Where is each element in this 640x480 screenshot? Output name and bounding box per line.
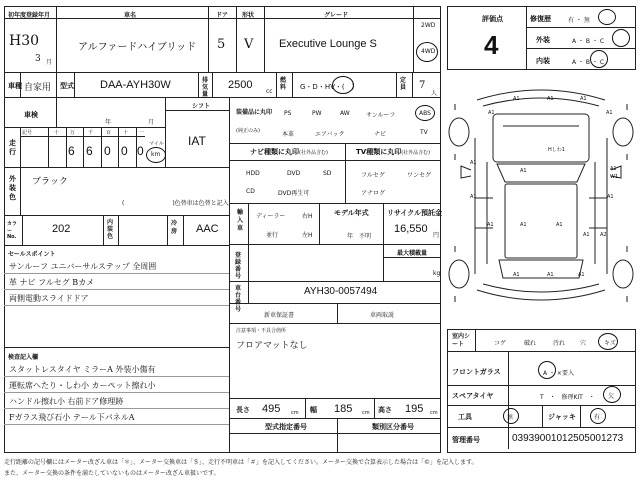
exterior-value: ブラック bbox=[32, 177, 68, 187]
seat-item: 穴 bbox=[580, 340, 587, 347]
spare-tire-value: T ・ 修理KIT ・ bbox=[540, 394, 595, 401]
seat-scratch-circle bbox=[598, 333, 618, 350]
model-label: 型式 bbox=[60, 82, 74, 90]
repair-label: 修復歴 bbox=[530, 15, 551, 23]
mileage-header: 一 bbox=[139, 130, 145, 136]
selling-points-label: セールスポイント bbox=[8, 251, 56, 258]
model-value: DAA-AYH30W bbox=[100, 79, 171, 91]
score-exterior-options: A ・ B ・ C bbox=[572, 38, 605, 45]
displacement-cc: cc bbox=[266, 88, 273, 95]
inspection-month-unit: 月 bbox=[148, 119, 155, 126]
capacity-unit: 人 bbox=[431, 90, 438, 97]
manual-label: 車両取説 bbox=[370, 312, 395, 319]
front-glass-a-circle bbox=[538, 361, 556, 379]
recycle-value: 16,550 bbox=[394, 223, 428, 235]
diagram-label: A1 bbox=[610, 166, 617, 172]
mileage-header: 百 bbox=[106, 130, 112, 136]
diagram-label: A1 bbox=[513, 272, 520, 278]
front-glass-value: A ・ ×要入 bbox=[543, 370, 574, 377]
mileage-digit: 0 bbox=[137, 144, 144, 158]
footer-line-1: 走行距離の記号欄にはメーター改ざん車は「＊」、メーター交換車は「＄」、走行不明車は「＃」を記入してください。メーター交換で合算表示した場合は「©」を記入します。 bbox=[4, 459, 478, 466]
diagram-label: A1 bbox=[520, 222, 527, 228]
max-load-unit: kg bbox=[433, 270, 441, 277]
fuel-options: G・D・HV・( ) bbox=[300, 83, 355, 91]
seat-item: 破れ bbox=[524, 340, 537, 347]
exterior-c-circle bbox=[612, 29, 630, 47]
max-load-label: 最大積載量 bbox=[397, 250, 428, 257]
equipment-abs-circle bbox=[415, 105, 435, 121]
displacement-label: 排気量 bbox=[202, 77, 209, 98]
inspector-notes-label: 検査記入欄 bbox=[8, 354, 39, 361]
shape-label: 形状 bbox=[242, 12, 255, 19]
class-label: 類別区分番号 bbox=[372, 423, 414, 431]
model-year-value: 年 不明 bbox=[347, 233, 372, 240]
equipment-item: ナビ bbox=[374, 131, 387, 138]
fuel-hv-circle bbox=[332, 76, 354, 94]
diagram-label: A1 bbox=[556, 222, 563, 228]
repair-options: 有 ・ 無 bbox=[568, 17, 590, 24]
management-label: 管理番号 bbox=[452, 436, 480, 444]
car-name: アルファードハイブリッド bbox=[78, 42, 197, 53]
selling-point-line: 革 ナビ フルセグ Bカメ bbox=[9, 278, 95, 287]
equipment-item: サンルーフ bbox=[366, 112, 396, 119]
chassis-value: AYH30-0057494 bbox=[304, 286, 378, 297]
new-warranty-label: 新車保証書 bbox=[264, 312, 295, 319]
height-label: 高さ bbox=[378, 406, 392, 414]
color-code-value: 202 bbox=[52, 223, 71, 235]
seat-item: 汚れ bbox=[553, 340, 566, 347]
import-parallel: 並行 bbox=[266, 232, 279, 239]
width-label: 幅 bbox=[310, 406, 317, 414]
front-glass-label: フロントガラス bbox=[452, 368, 501, 376]
tv-item: ワンセグ bbox=[407, 172, 432, 179]
import-label: 輸入車 bbox=[237, 209, 244, 232]
width-value: 185 bbox=[334, 403, 353, 415]
capacity-label: 定員 bbox=[400, 77, 407, 91]
diagram-label: A1 bbox=[487, 222, 494, 228]
import-dealer: ディーラー bbox=[256, 213, 286, 220]
score-value: 4 bbox=[484, 30, 499, 60]
ac-label: 冷房 bbox=[171, 220, 178, 235]
diagram-label: A2 bbox=[600, 232, 607, 238]
exterior-label: 外装色 bbox=[9, 175, 16, 201]
inspector-note-line: Fガラス飛び石小 テール下パネルA bbox=[9, 413, 135, 422]
mileage-header: 十 bbox=[123, 130, 129, 136]
tools-value: 無 bbox=[507, 414, 514, 421]
tv-sub-label: (社外品含む) bbox=[401, 150, 431, 156]
diagram-label: A1 bbox=[513, 96, 520, 102]
diagram-label: W1 bbox=[610, 174, 619, 180]
equipment-item: ABS bbox=[419, 110, 431, 117]
color-code-label: カラーNo. bbox=[7, 221, 18, 240]
equipment-item: PW bbox=[312, 110, 322, 117]
kind-label: 車種 bbox=[8, 82, 22, 90]
repair-none-circle bbox=[598, 9, 616, 25]
selling-point-line: 両側電動スライドドア bbox=[9, 294, 89, 303]
footer-line-2: また、メーター交換の条件を満たしていないものはメーター改ざん車扱いです。 bbox=[4, 470, 220, 477]
mileage-unit-mile: マイル bbox=[149, 141, 164, 147]
score-interior-label: 内装 bbox=[536, 57, 550, 65]
drive-4wd: 4WD bbox=[421, 48, 436, 55]
first-reg-label: 初年度登録年月 bbox=[8, 12, 51, 19]
grade-value: Executive Lounge S bbox=[279, 38, 377, 50]
length-unit: cm bbox=[291, 410, 299, 416]
inspector-note-line: ハンドル擦れ小 右前ドア修理跡 bbox=[9, 397, 124, 406]
diagram-label: A1 bbox=[488, 110, 495, 116]
mileage-label: 走行 bbox=[9, 139, 16, 156]
diagram-label: A1 bbox=[580, 96, 587, 102]
diagram-label: A1 bbox=[583, 232, 590, 238]
capacity-value: 7 bbox=[419, 80, 426, 91]
score-label: 評価点 bbox=[482, 15, 503, 23]
selling-point-line: サンルーフ ユニバーサルステップ 全周囲 bbox=[9, 262, 157, 271]
grade-label: グレード bbox=[324, 12, 349, 19]
recycle-unit: 円 bbox=[433, 232, 440, 239]
score-interior-options: A ・ B ・ C bbox=[572, 59, 605, 66]
chassis-label: 車台番号 bbox=[235, 285, 242, 313]
diagram-label: A1 bbox=[547, 96, 554, 102]
displacement-value: 2500 bbox=[228, 79, 253, 91]
mileage-digit: 0 bbox=[121, 144, 128, 158]
height-unit: cm bbox=[430, 410, 438, 416]
shape-value: V bbox=[244, 37, 254, 52]
spare-tire-label: スペアタイヤ bbox=[452, 392, 494, 400]
model-year-label: モデル年式 bbox=[334, 209, 369, 217]
reg-month: 3 bbox=[35, 54, 41, 64]
shift-value: IAT bbox=[188, 134, 206, 148]
equipment-item: AW bbox=[340, 110, 350, 117]
seat-item: コゲ bbox=[494, 340, 507, 347]
import-right: 右H bbox=[302, 213, 313, 220]
length-value: 495 bbox=[262, 403, 281, 415]
equipment-item: エアバック bbox=[315, 131, 345, 138]
inspection-label: 車検 bbox=[24, 111, 38, 119]
mileage-header: 万 bbox=[70, 130, 76, 136]
exterior-note: ( )色替車は色替と記入 bbox=[122, 200, 229, 207]
navi-label-wrap bbox=[250, 147, 328, 157]
kind-value: 自家用 bbox=[24, 83, 52, 93]
door-count: 5 bbox=[217, 37, 226, 52]
height-value: 195 bbox=[405, 403, 424, 415]
navi-label: ナビ種類に丸印 bbox=[250, 148, 299, 156]
equipment-item: PS bbox=[284, 110, 292, 117]
tv-item: フルセグ bbox=[361, 172, 385, 179]
equipment-sub-label: (純正のみ) bbox=[236, 128, 260, 134]
navi-sub-label: (社外品含む) bbox=[299, 150, 328, 156]
inspector-note-line: 運転席へたり・しわ小 カーペット擦れ小 bbox=[9, 381, 156, 390]
navi-item: SD bbox=[323, 170, 332, 177]
navi-item: CD bbox=[246, 188, 255, 195]
tv-label: TV種類に丸印 bbox=[356, 148, 402, 156]
navi-item: DVD bbox=[287, 170, 301, 177]
length-label: 長さ bbox=[236, 406, 250, 414]
mileage-header: 十 bbox=[54, 130, 60, 136]
diagram-label: A1 bbox=[470, 194, 477, 200]
tools-label: 工具 bbox=[458, 413, 472, 421]
equipment-item: 本革 bbox=[282, 131, 295, 138]
notes-label: 注意事項・不具合箇所 bbox=[236, 328, 287, 334]
tv-label-wrap bbox=[356, 147, 430, 157]
fuel-label: 燃料 bbox=[280, 77, 287, 91]
equipment-label: 装備品に丸印 bbox=[236, 109, 273, 116]
jack-value: 有 bbox=[594, 414, 601, 421]
seat-label: 室内シート bbox=[452, 333, 471, 348]
diagram-label: A1 bbox=[578, 272, 585, 278]
interior-color-label: 内装色 bbox=[107, 219, 114, 240]
navi-item: DVD再生可 bbox=[278, 190, 310, 197]
diagram-label: Hしわ1 bbox=[548, 147, 565, 153]
diagram-label: A1 bbox=[547, 272, 554, 278]
drive-2wd: 2WD bbox=[421, 22, 436, 29]
reg-no-label: 登録番号 bbox=[235, 252, 242, 280]
inspection-year-unit: 年 bbox=[105, 119, 112, 126]
reg-year: H30 bbox=[9, 33, 40, 49]
spare-tire-missing: 欠 bbox=[608, 393, 615, 400]
mileage-digit: 0 bbox=[104, 144, 111, 158]
management-value: 03939001012505001273 bbox=[512, 433, 624, 444]
reg-month-unit: 月 bbox=[46, 59, 53, 66]
width-unit: cm bbox=[362, 410, 370, 416]
diagram-label: A1 bbox=[520, 168, 527, 174]
mileage-digit: 6 bbox=[68, 144, 75, 158]
shift-label: シフト bbox=[192, 103, 211, 110]
import-left: 左H bbox=[302, 232, 313, 239]
mileage-header: 記号 bbox=[22, 130, 33, 136]
mileage-header: 千 bbox=[88, 130, 94, 136]
mileage-digit: 6 bbox=[86, 144, 93, 158]
mileage-unit-km: km bbox=[151, 151, 161, 158]
inspector-note-line: スタットレスタイヤ ミラーA 外装小傷有 bbox=[9, 365, 156, 374]
score-exterior-label: 外装 bbox=[536, 36, 550, 44]
diagram-label: A1 bbox=[606, 110, 613, 116]
recycle-label: リサイクル預託金 bbox=[387, 209, 443, 217]
diagram-label: A1 bbox=[607, 194, 614, 200]
car-name-label: 車名 bbox=[124, 12, 137, 19]
tv-item: アナログ bbox=[361, 190, 386, 197]
seat-item: キズ bbox=[604, 340, 616, 347]
equipment-item: TV bbox=[420, 129, 428, 136]
navi-item: HDD bbox=[246, 170, 260, 177]
notes-value: フロアマットなし bbox=[236, 341, 308, 351]
interior-b-circle bbox=[590, 50, 608, 68]
jack-label: ジャッキ bbox=[548, 413, 576, 421]
type-cert-label: 型式指定番号 bbox=[265, 423, 307, 431]
diagram-label: A1 bbox=[470, 160, 477, 166]
door-label: ドア bbox=[216, 12, 228, 19]
ac-value: AAC bbox=[196, 223, 219, 235]
